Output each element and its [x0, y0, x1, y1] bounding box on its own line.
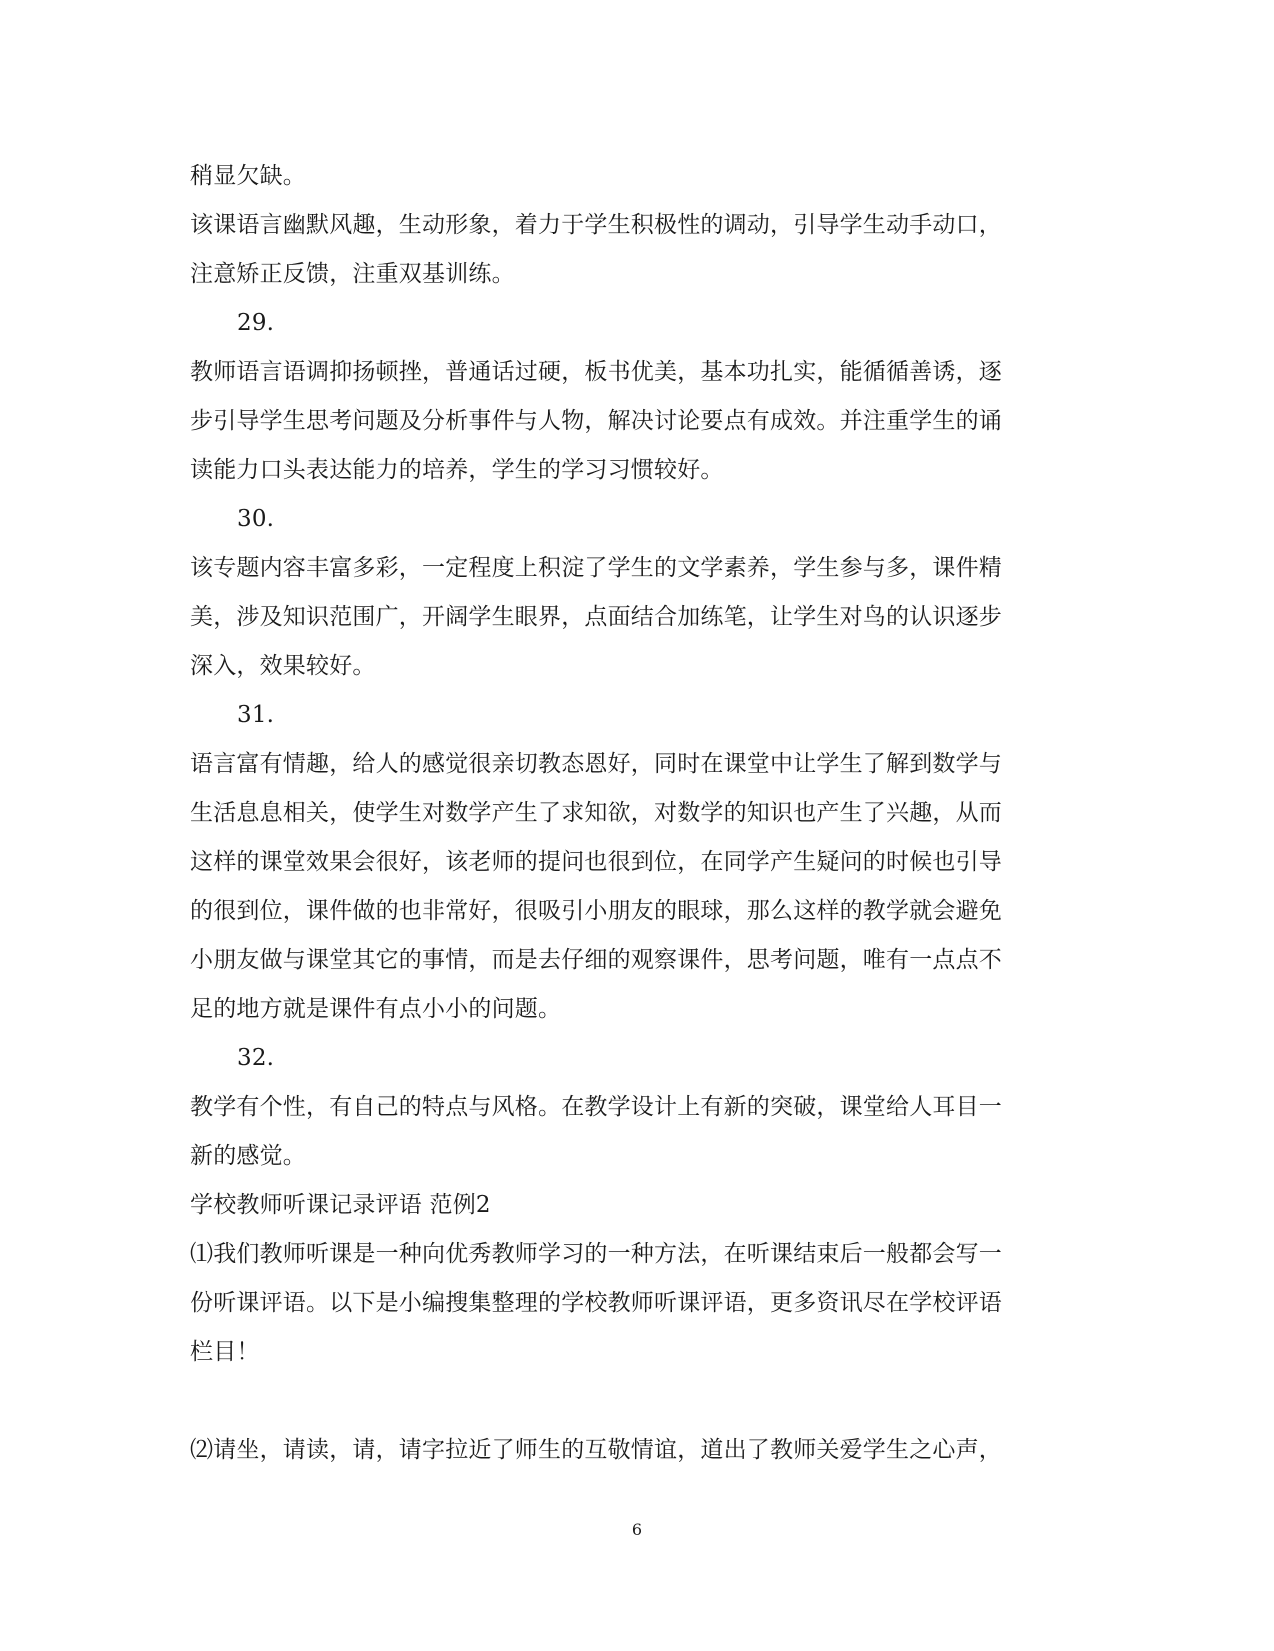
item-number: 30.	[237, 506, 275, 532]
text-line: ⑵请坐，请读，请，请字拉近了师生的互敬情谊，道出了教师关爱学生之心声，	[190, 1437, 1002, 1463]
section-heading: 学校教师听课记录评语 范例2	[190, 1192, 491, 1218]
text-line: 该专题内容丰富多彩，一定程度上积淀了学生的文学素养，学生参与多，课件精	[190, 555, 1002, 581]
text-line: 美，涉及知识范围广，开阔学生眼界，点面结合加练笔，让学生对鸟的认识逐步	[190, 604, 1002, 630]
item-number: 29.	[237, 310, 275, 336]
item-number: 32.	[237, 1045, 275, 1071]
text-line: 小朋友做与课堂其它的事情，而是去仔细的观察课件，思考问题，唯有一点点不	[190, 947, 1002, 973]
text-line: 读能力口头表达能力的培养，学生的学习习惯较好。	[190, 457, 724, 483]
text-line: 教学有个性，有自己的特点与风格。在教学设计上有新的突破，课堂给人耳目一	[190, 1094, 1002, 1120]
text-line: 深入，效果较好。	[190, 653, 376, 679]
text-line: 稍显欠缺。	[190, 163, 306, 189]
text-line: 新的感觉。	[190, 1143, 306, 1169]
text-line: 注意矫正反馈，注重双基训练。	[190, 261, 515, 287]
text-line: 栏目！	[190, 1339, 260, 1365]
item-number: 31.	[237, 702, 275, 728]
text-line: ⑴我们教师听课是一种向优秀教师学习的一种方法，在听课结束后一般都会写一	[190, 1241, 1002, 1267]
text-line: 的很到位，课件做的也非常好，很吸引小朋友的眼球，那么这样的教学就会避免	[190, 898, 1002, 924]
paragraph-gap	[190, 1377, 1090, 1426]
body-text	[190, 152, 1090, 1475]
page-number: 6	[631, 1520, 643, 1539]
text-line: 足的地方就是课件有点小小的问题。	[190, 996, 562, 1022]
text-line: 语言富有情趣，给人的感觉很亲切教态恩好，同时在课堂中让学生了解到数学与	[190, 751, 1002, 777]
text-line: 该课语言幽默风趣，生动形象，着力于学生积极性的调动，引导学生动手动口，	[190, 212, 1002, 238]
text-line: 份听课评语。以下是小编搜集整理的学校教师听课评语，更多资讯尽在学校评语	[190, 1290, 1002, 1316]
text-line: 教师语言语调抑扬顿挫，普通话过硬，板书优美，基本功扎实，能循循善诱，逐	[190, 359, 1002, 385]
text-line: 生活息息相关，使学生对数学产生了求知欲，对数学的知识也产生了兴趣，从而	[190, 800, 1002, 826]
text-line: 这样的课堂效果会很好，该老师的提问也很到位，在同学产生疑问的时候也引导	[190, 849, 1002, 875]
text-line: 步引导学生思考问题及分析事件与人物，解决讨论要点有成效。并注重学生的诵	[190, 408, 1002, 434]
